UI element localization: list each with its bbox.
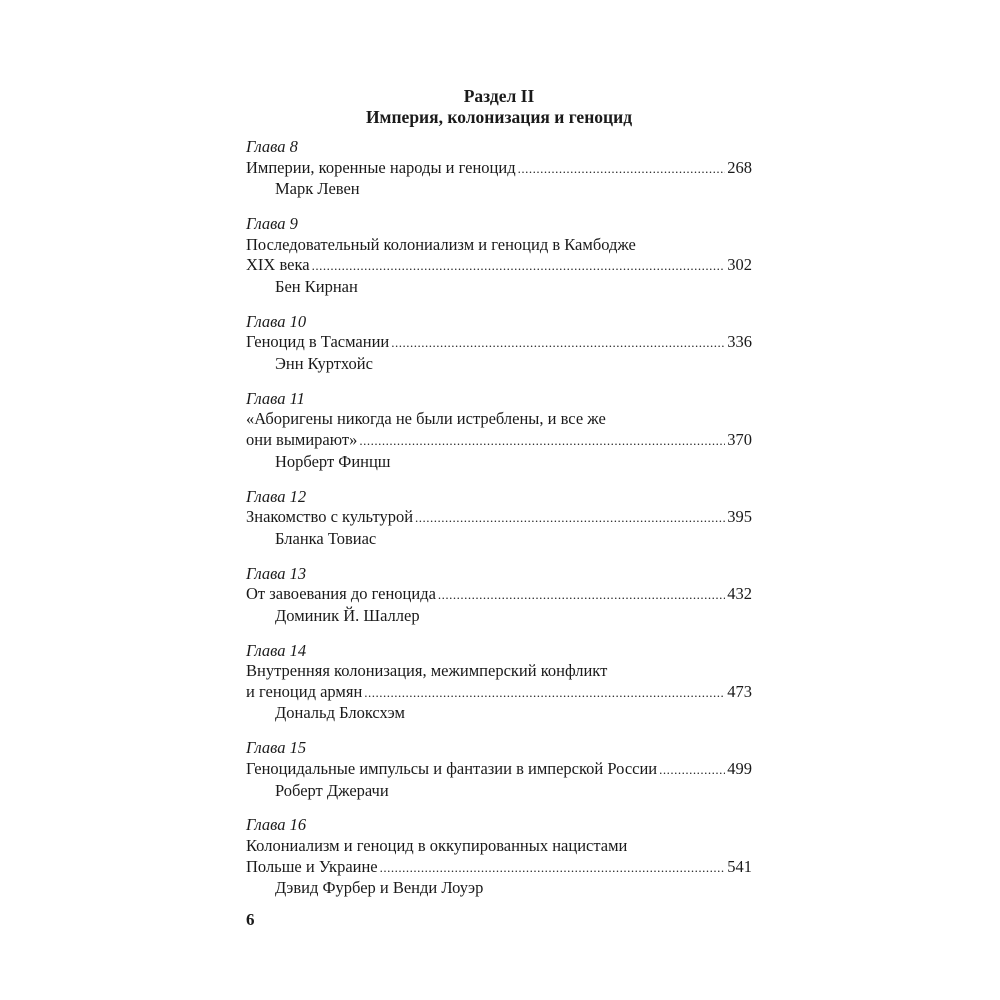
chapter-title-row[interactable] — [246, 158, 752, 180]
toc-entry — [246, 214, 752, 297]
chapter-title: Геноцидальные импульсы и фантазии в имперской России — [246, 758, 658, 778]
dot-leader — [438, 584, 725, 606]
chapter-title-row[interactable] — [246, 507, 752, 529]
chapter-label: Глава 10 — [246, 311, 307, 331]
chapter-author: Марк Левен — [275, 179, 360, 199]
chapter-author: Энн Куртхойс — [275, 353, 373, 373]
chapter-title-line: Последовательный колониализм и геноцид в Камбодже — [246, 234, 636, 254]
dot-leader — [415, 507, 725, 529]
chapter-title-row[interactable] — [246, 857, 752, 879]
toc-entry — [246, 641, 752, 724]
chapter-label: Глава 9 — [246, 214, 298, 234]
chapter-title: Знакомство с культурой — [246, 507, 414, 527]
chapter-title-line: Внутренняя колонизация, межимперский конфликт — [246, 661, 608, 681]
chapter-author: Дональд Блоксхэм — [275, 703, 405, 723]
chapter-label: Глава 15 — [246, 738, 307, 758]
chapter-author: Норберт Финцш — [275, 451, 391, 471]
chapter-author: Роберт Джерачи — [275, 780, 389, 800]
chapter-label: Глава 13 — [246, 563, 307, 583]
toc-entry — [246, 487, 752, 550]
chapter-page: 336 — [727, 332, 752, 352]
toc-entry — [246, 738, 752, 801]
toc-entry — [246, 312, 752, 375]
chapter-page: 268 — [727, 157, 752, 177]
chapter-title-row[interactable] — [246, 255, 752, 277]
chapter-page: 473 — [727, 681, 752, 701]
dot-leader — [364, 682, 725, 704]
chapter-title-line: Колониализм и геноцид в оккупированных нацистами — [246, 836, 628, 855]
chapter-title-row[interactable] — [246, 682, 752, 704]
chapter-title-row[interactable] — [246, 332, 752, 354]
dot-leader — [518, 158, 726, 180]
chapter-author: Бланка Товиас — [275, 528, 377, 548]
dot-leader — [380, 857, 726, 879]
toc-entry — [246, 137, 752, 200]
chapter-label: Глава 11 — [246, 388, 305, 408]
dot-leader — [391, 332, 725, 354]
chapter-label: Глава 8 — [246, 137, 298, 156]
chapter-label: Глава 12 — [246, 486, 307, 506]
chapter-title-line: «Аборигены никогда не были истреблены, и все же — [246, 409, 606, 429]
section-number: Раздел II — [463, 86, 535, 106]
toc-entry — [246, 564, 752, 627]
chapter-title: и геноцид армян — [246, 681, 363, 701]
table-of-contents — [246, 137, 752, 913]
chapter-title: Польше и Украине — [246, 856, 378, 876]
chapter-title-row[interactable] — [246, 430, 752, 452]
section-title: Империя, колонизация и геноцид — [365, 107, 633, 127]
chapter-title: Геноцид в Тасмании — [246, 332, 390, 352]
chapter-title: Империи, коренные народы и геноцид — [246, 157, 516, 177]
chapter-page: 541 — [727, 856, 752, 876]
chapter-page: 395 — [727, 507, 752, 527]
toc-entry — [246, 389, 752, 472]
dot-leader — [659, 759, 725, 781]
chapter-title: XIX века — [246, 255, 310, 275]
chapter-title-row[interactable] — [246, 759, 752, 781]
toc-entry — [246, 815, 752, 898]
dot-leader — [312, 255, 726, 277]
chapter-page: 499 — [727, 758, 752, 778]
chapter-title-row[interactable] — [246, 584, 752, 606]
chapter-title: они вымирают» — [246, 430, 358, 450]
chapter-page: 370 — [727, 430, 752, 450]
chapter-page: 432 — [727, 584, 752, 604]
chapter-author: Дэвид Фурбер и Венди Лоуэр — [275, 878, 484, 898]
chapter-label: Глава 16 — [246, 815, 307, 835]
chapter-author: Доминик Й. Шаллер — [275, 605, 420, 625]
dot-leader — [359, 430, 725, 452]
chapter-page: 302 — [727, 255, 752, 275]
chapter-label: Глава 14 — [246, 640, 307, 660]
section-heading — [246, 86, 752, 128]
chapter-title: От завоевания до геноцида — [246, 584, 436, 604]
chapter-author: Бен Кирнан — [275, 276, 358, 296]
page-number: 6 — [246, 910, 255, 929]
